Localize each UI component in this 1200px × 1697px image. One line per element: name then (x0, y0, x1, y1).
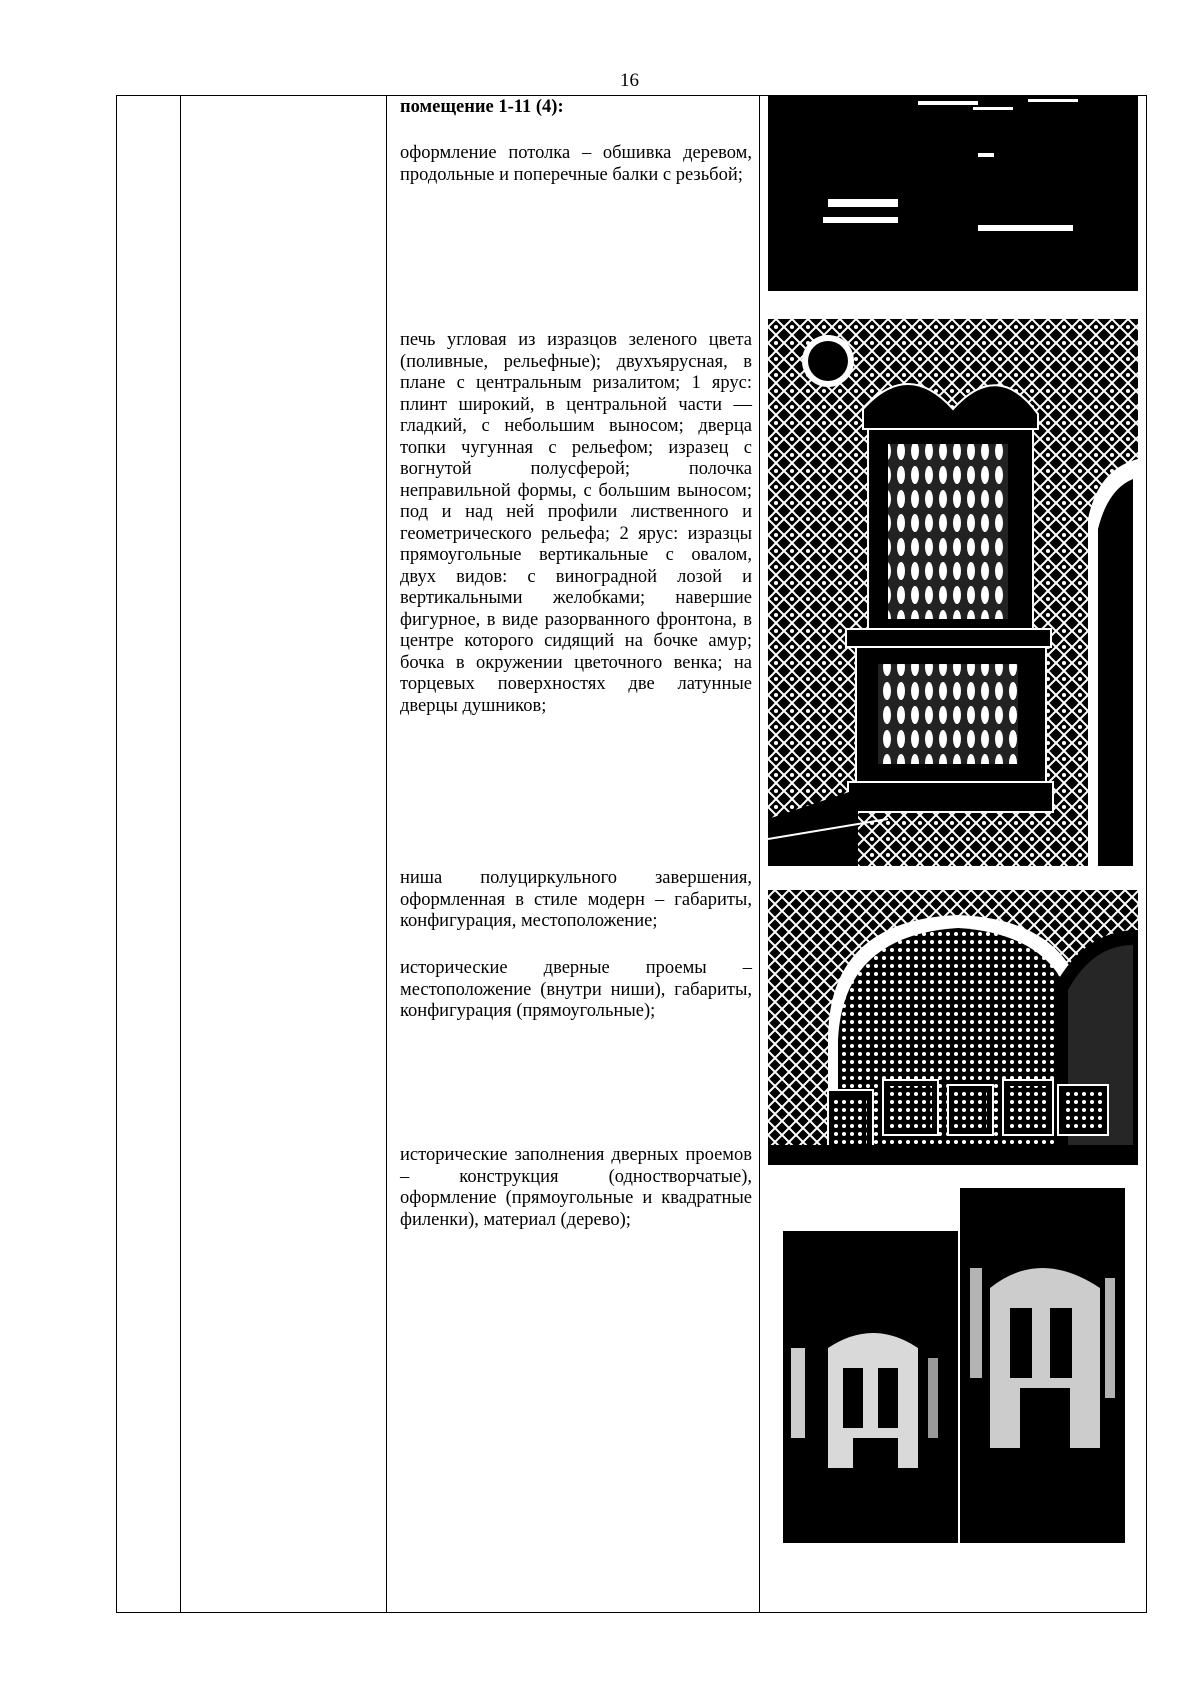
door-photo-left (783, 1228, 958, 1543)
door-fillings-description: исторические заполнения дверных проемов – конструкция (одностворчатые), оформление (прямоугольные и квадратные филенки), материал (дерево); (400, 1145, 752, 1230)
ceiling-description: оформление потолка – обшивка деревом, продольные и поперечные балки с резьбой; (400, 143, 752, 185)
niche-description: ниша полуциркульного завершения, оформленная в стиле модерн – габариты, конфигурация, местоположение; (400, 868, 752, 931)
doorways-description: исторические дверные проемы – местоположение (внутри ниши), габариты, конфигурация (прямоугольные); (400, 958, 752, 1021)
page-number: 16 (620, 70, 639, 91)
niche-photo (768, 890, 1138, 1165)
stove-description: печь угловая из изразцов зеленого цвета (поливные, рельефные); двухъярусная, в плане с центральным ризалитом; 1 ярус: плинт широкий, в центральной части — гладкий, с небольшим выносом; дверца топки чугунная с рельефом; изразец с вогнутой полусферой; полочка неправильной формы, с большим выносом; под и над ней профили лиственного и геометрического рельефа; 2 ярус: изразцы прямоугольные вертикальные с овалом, двух видов: с виноградной лозой и вертикальными желобками; навершие фигурное, в виде разорванного фронтона, в центре которого сидящий на бочке амур; бочка в окружении цветочного венка; на торцевых поверхностях две латунные дверцы душников; (400, 330, 752, 716)
stove-photo (768, 319, 1138, 866)
room-heading: помещение 1-11 (4): (400, 97, 564, 117)
column-divider-1 (180, 95, 181, 1613)
column-divider-3 (759, 95, 760, 1613)
door-photo-right (960, 1188, 1125, 1543)
ceiling-photo (768, 95, 1138, 295)
column-divider-2 (386, 95, 387, 1613)
